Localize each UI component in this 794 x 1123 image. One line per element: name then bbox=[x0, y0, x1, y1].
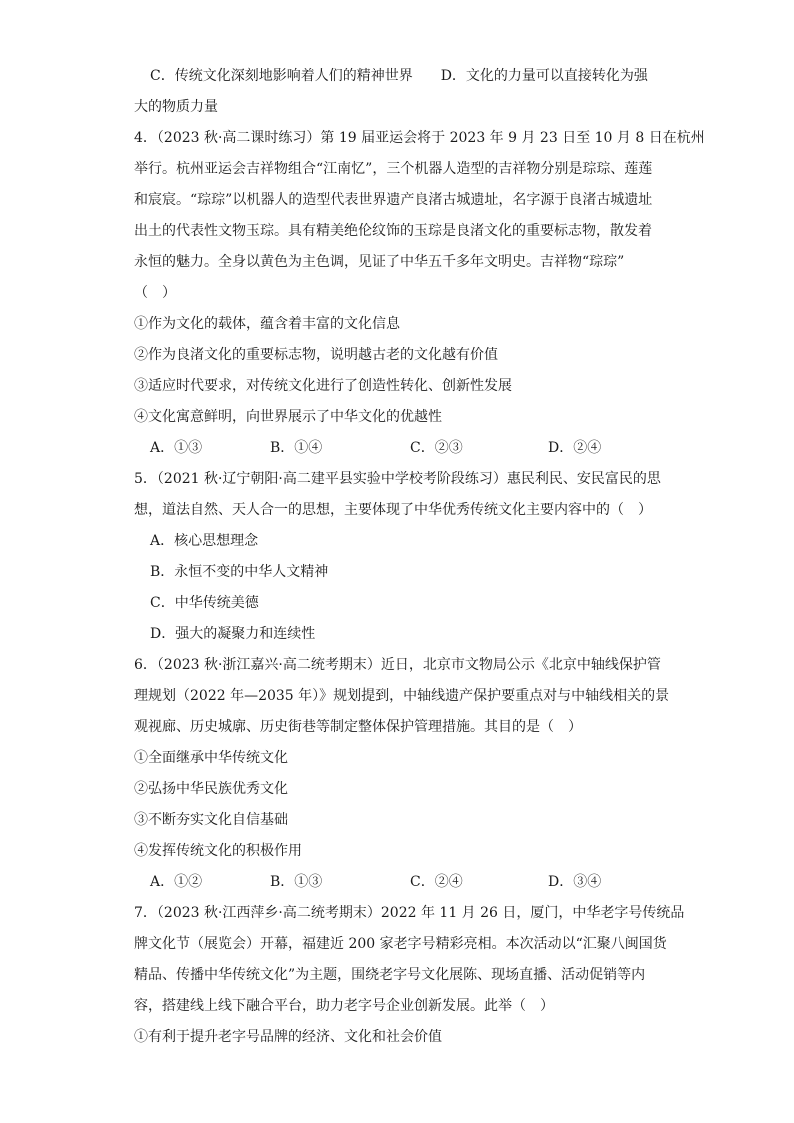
q3-option-line: C．传统文化深刻地影响着人们的精神世界 D．文化的力量可以直接转化为强 bbox=[150, 68, 648, 84]
q4-stem-line: 出土的代表性文物玉琮。具有精美绝伦纹饰的玉琮是良渚文化的重要标志物，散发着 bbox=[134, 223, 652, 239]
q4-stem-line: 永恒的魅力。全身以黄色为主色调，见证了中华五千多年文明史。吉祥物“琮琮” bbox=[134, 254, 625, 270]
q6-option-c[interactable]: C．②④ bbox=[410, 874, 463, 890]
q3-option-line-cont: 大的物质力量 bbox=[134, 99, 218, 115]
q4-stem-line: 和宸宸。“琮琮”以机器人的造型代表世界遗产良渚古城遗址，名字源于良渚古城遗址 bbox=[134, 192, 653, 208]
q5-option-b[interactable]: B．永恒不变的中华人文精神 bbox=[150, 564, 329, 580]
q6-item: ②弘扬中华民族优秀文化 bbox=[134, 781, 288, 797]
q6-item: ③不断夯实文化自信基础 bbox=[134, 812, 288, 828]
q4-item: ④文化寓意鲜明，向世界展示了中华文化的优越性 bbox=[134, 409, 442, 425]
q4-stem-line: 4．（2023 秋·高二课时练习）第 19 届亚运会将于 2023 年 9 月 23 日至 10 月 8 日在杭州 bbox=[134, 130, 705, 146]
q7-stem-line: 精品、传播中华传统文化”为主题，围绕老字号文化展陈、现场直播、活动促销等内 bbox=[134, 967, 646, 983]
q6-option-d[interactable]: D．③④ bbox=[548, 874, 602, 890]
q4-item: ①作为文化的载体，蕴含着丰富的文化信息 bbox=[134, 316, 400, 332]
q5-option-a[interactable]: A．核心思想理念 bbox=[150, 533, 259, 549]
q4-option-a[interactable]: A．①③ bbox=[150, 440, 203, 456]
q4-item: ③适应时代要求，对传统文化进行了创造性转化、创新性发展 bbox=[134, 378, 512, 394]
q4-stem-line: 举行。杭州亚运会吉祥物组合“江南忆”，三个机器人造型的吉祥物分别是琮琮、莲莲 bbox=[134, 161, 653, 177]
q4-option-c[interactable]: C．②③ bbox=[410, 440, 463, 456]
q7-stem-line: 7．（2023 秋·江西萍乡·高二统考期末）2022 年 11 月 26 日，厦门，中华老字号传统品 bbox=[134, 905, 685, 921]
q7-stem-line: 容，搭建线上线下融合平台，助力老字号企业创新发展。此举（ ） bbox=[134, 998, 554, 1014]
q4-answer-blank: （ ） bbox=[134, 285, 176, 301]
q6-item: ④发挥传统文化的积极作用 bbox=[134, 843, 302, 859]
q5-option-d[interactable]: D．强大的凝聚力和连续性 bbox=[150, 626, 316, 642]
q4-option-b[interactable]: B．①④ bbox=[270, 440, 323, 456]
q4-option-d[interactable]: D．②④ bbox=[548, 440, 602, 456]
q6-stem-line: 理规划（2022 年—2035 年）》规划提到，中轴线遗产保护要重点对与中轴线相关的景 bbox=[134, 688, 670, 704]
q6-options bbox=[150, 872, 670, 892]
q7-stem-line: 牌文化节（展览会）开幕，福建近 200 家老字号精彩亮相。本次活动以“汇聚八闽国货 bbox=[134, 936, 667, 952]
q5-option-c[interactable]: C．中华传统美德 bbox=[150, 595, 259, 611]
q6-option-a[interactable]: A．①② bbox=[150, 874, 203, 890]
q7-item: ①有利于提升老字号品牌的经济、文化和社会价值 bbox=[134, 1029, 442, 1045]
q5-stem-line: 5．（2021 秋·辽宁朝阳·高二建平县实验中学校考阶段练习）惠民利民、安民富民的思 bbox=[134, 471, 661, 487]
q4-options bbox=[150, 438, 670, 458]
q5-stem-line: 想，道法自然、天人合一的思想，主要体现了中华优秀传统文化主要内容中的（ ） bbox=[134, 502, 652, 518]
q4-item: ②作为良渚文化的重要标志物，说明越古老的文化越有价值 bbox=[134, 347, 498, 363]
q6-stem-line: 观视廊、历史城廓、历史街巷等制定整体保护管理措施。其目的是（ ） bbox=[134, 719, 582, 735]
q6-option-b[interactable]: B．①③ bbox=[270, 874, 323, 890]
q6-stem-line: 6．（2023 秋·浙江嘉兴·高二统考期末）近日，北京市文物局公示《北京中轴线保护管 bbox=[134, 657, 661, 673]
q6-item: ①全面继承中华传统文化 bbox=[134, 750, 288, 766]
